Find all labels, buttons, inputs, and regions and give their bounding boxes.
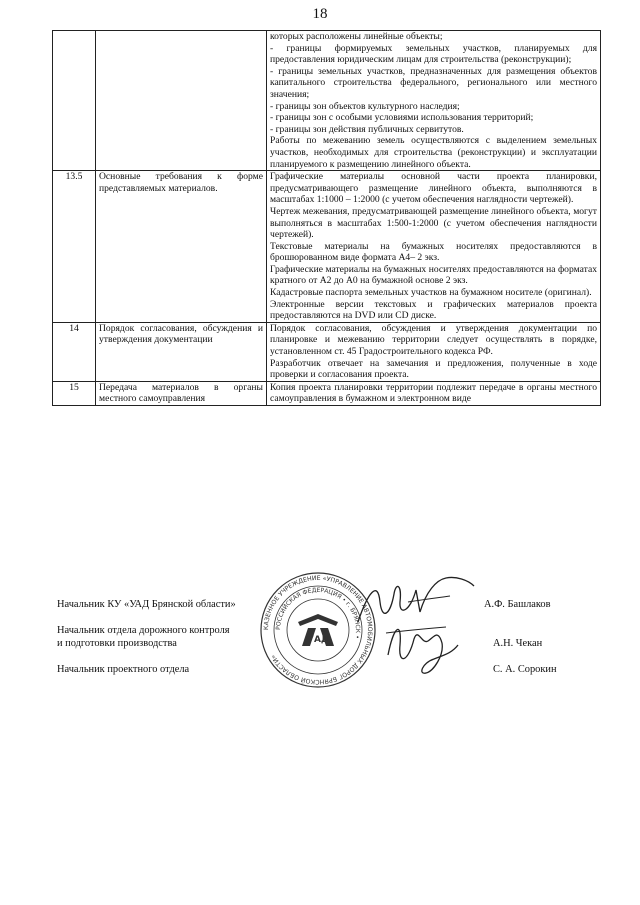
content-paragraph: - границы зон объектов культурного наследия; bbox=[270, 100, 460, 112]
table-row bbox=[53, 322, 601, 381]
requirement-content bbox=[267, 381, 601, 405]
row-number: 15 bbox=[53, 381, 96, 405]
content-paragraph: Графические материалы на бумажных носителях предоставляются на форматах кратного от А2 до А0 на бумажной основе 2 экз. bbox=[270, 263, 597, 287]
requirement-name bbox=[96, 31, 267, 171]
requirement-content bbox=[267, 171, 601, 323]
row-number bbox=[53, 31, 96, 171]
requirement-name: Передача материалов в органы местного самоуправления bbox=[96, 381, 267, 405]
content-paragraph: Работы по межеванию земель осуществляются с выделением земельных участков, необходимых для строительства (реконструкции) и эксплуатации планируемого к размещению линейного объекта. bbox=[270, 135, 597, 170]
table-row bbox=[53, 171, 601, 323]
requirements-table bbox=[52, 30, 601, 406]
signature-title-head: Начальник КУ «УАД Брянской области» bbox=[57, 599, 236, 610]
row-number: 13.5 bbox=[53, 171, 96, 323]
signature-title-road-control: Начальник отдела дорожного контроля и подготовки производства bbox=[57, 625, 230, 649]
page-number: 18 bbox=[312, 6, 328, 22]
content-paragraph: - границы земельных участков, предназначенных для размещения объектов капитального строительства федерального, регионального или местного значения; bbox=[270, 65, 597, 100]
table-row bbox=[53, 381, 601, 405]
content-paragraph: Графические материалы основной части проекта планировки, предусматривающего размещение линейного объекта, выполняются в масштабах 1:1000 – 1:2000 (с учетом обеспечения наглядности чертежей). bbox=[270, 171, 597, 206]
content-paragraph: которых расположены линейные объекты; bbox=[270, 31, 443, 42]
handwritten-signature-chekan bbox=[382, 615, 462, 680]
row-number: 14 bbox=[53, 322, 96, 381]
requirement-name: Основные требования к форме представляемых материалов. bbox=[96, 171, 267, 323]
content-paragraph: Кадастровые паспорта земельных участков на бумажном носителе (оригинал). bbox=[270, 287, 592, 299]
signature-title-project: Начальник проектного отдела bbox=[57, 664, 190, 675]
svg-text:РОССИЙСКАЯ ФЕДЕРАЦИЯ • г. БРЯН bbox=[275, 587, 361, 639]
content-paragraph: Порядок согласования, обсуждения и утверждения документации по планировке и межеванию территории следует осуществлять в порядке, установленном ст. 45 Градостроительного кодекса РФ. bbox=[270, 322, 597, 358]
content-paragraph: Чертеж межевания, предусматривающей размещение линейного объекта, могут выполняться в масштабах 1:500-1:2000 (с учетом обеспечения наглядности чертежей). bbox=[270, 205, 597, 241]
content-paragraph: Разработчик отвечает на замечания и предложения, полученные в ходе проверки и согласования проекта. bbox=[270, 357, 597, 381]
content-paragraph: - границы зон действия публичных сервитутов. bbox=[270, 123, 464, 135]
requirement-content bbox=[267, 31, 601, 171]
signature-name-head: А.Ф. Башлаков bbox=[484, 599, 551, 610]
content-paragraph: - границы формируемых земельных участков, планируемых для предоставления юридическим лицам для строительства (реконструкции); bbox=[270, 42, 597, 66]
stamp-inner-text: РОССИЙСКАЯ ФЕДЕРАЦИЯ • г. БРЯНСК • bbox=[274, 586, 362, 640]
content-paragraph: - границы зон с особыми условиями использования территорий; bbox=[270, 112, 534, 124]
content-paragraph: Электронные версии текстовых и графических материалов проекта предоставляются на DVD или CD диске. bbox=[270, 298, 597, 322]
requirement-content bbox=[267, 322, 601, 381]
signature-name-project: С. А. Сорокин bbox=[493, 664, 557, 675]
signature-name-road-control: А.Н. Чекан bbox=[493, 638, 543, 649]
content-paragraph: Текстовые материалы на бумажных носителях предоставляются в брошюрованном виде формата А4– 2 экз. bbox=[270, 240, 597, 264]
requirement-name: Порядок согласования, обсуждения и утверждения документации bbox=[96, 322, 267, 381]
content-paragraph: Копия проекта планировки территории подлежит передаче в органы местного самоуправления в бумажном и электронном виде bbox=[270, 381, 597, 405]
table-row bbox=[53, 31, 601, 171]
stamp-emblem-text: УАД bbox=[307, 635, 329, 645]
stamp-outer-text: КАЗЕННОЕ УЧРЕЖДЕНИЕ «УПРАВЛЕНИЕ АВТОМОБИЛЬНЫХ ДОРОГ БРЯНСКОЙ ОБЛАСТИ» bbox=[262, 574, 374, 686]
